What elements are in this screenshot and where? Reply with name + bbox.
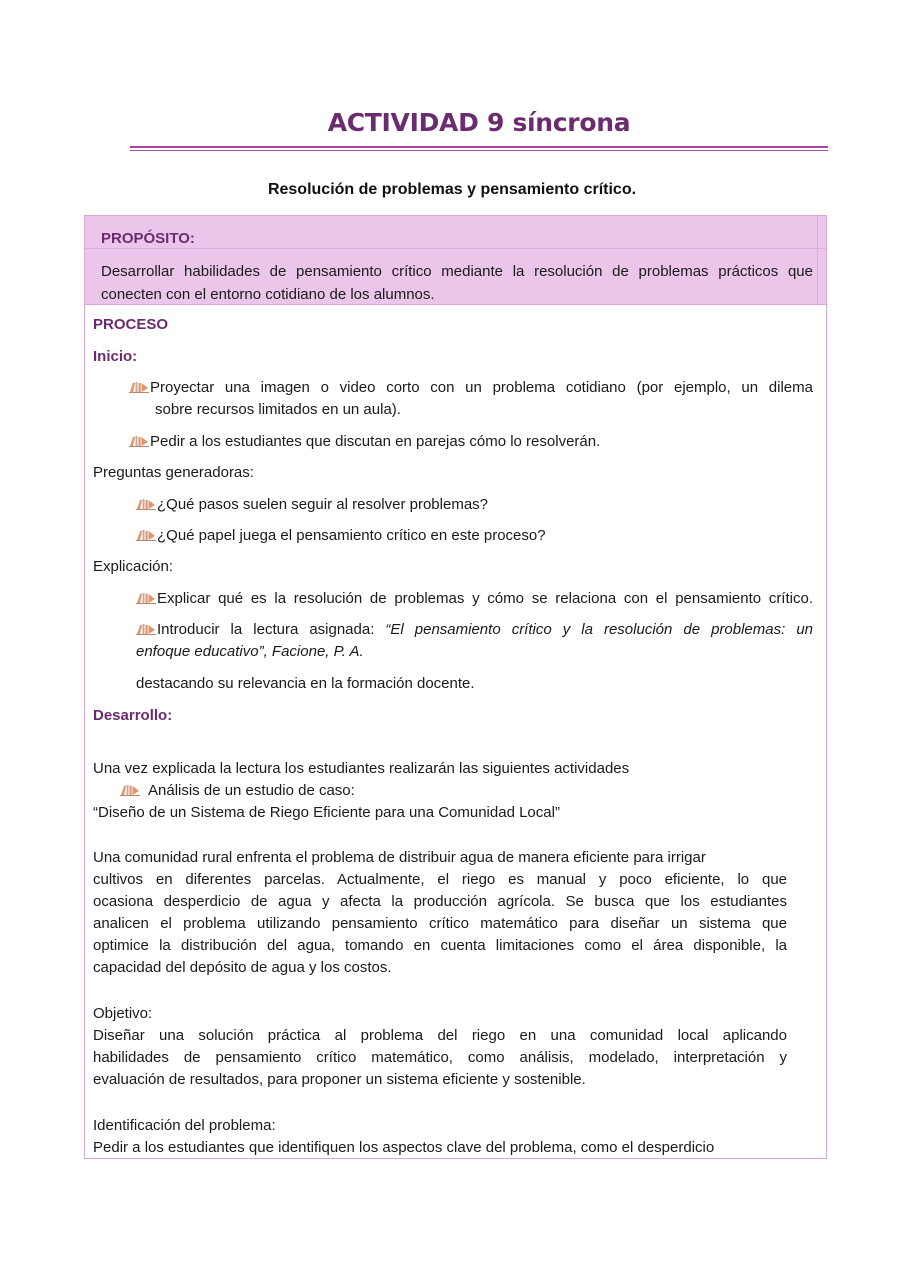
desarrollo-intro: Una vez explicada la lectura los estudiantes realizarán las siguientes actividades (93, 760, 630, 777)
books-bullet-icon (129, 435, 149, 447)
explicacion-heading: Explicación: (93, 558, 174, 575)
list-item: Explicar qué es la resolución de problemas y cómo se relaciona con el pensamiento crítico. (136, 588, 813, 610)
list-item-continued: sobre recursos limitados en un aula). (155, 401, 401, 418)
list-item: ¿Qué pasos suelen seguir al resolver problemas? (136, 494, 488, 516)
list-item: Introducir la lectura asignada: “El pensamiento crítico y la resolución de problemas: un (136, 619, 813, 641)
books-bullet-icon (136, 592, 156, 604)
title-rule (130, 146, 828, 148)
identificacion-heading: Identificación del problema: (93, 1117, 276, 1134)
list-item: Análisis de un estudio de caso: (120, 780, 355, 802)
reading-citation: enfoque educativo”, Facione, P. A. (136, 643, 364, 660)
page-title: ACTIVIDAD 9 síncrona (327, 108, 631, 137)
books-bullet-icon (129, 381, 149, 393)
explicacion-trailing: destacando su relevancia en la formación docente. (136, 675, 475, 692)
books-bullet-icon (120, 784, 140, 796)
books-bullet-icon (136, 498, 156, 510)
page-subtitle: Resolución de problemas y pensamiento crítico. (267, 181, 637, 198)
purpose-label: PROPÓSITO: (101, 230, 195, 247)
process-heading: PROCESO (93, 316, 169, 333)
list-item: ¿Qué papel juega el pensamiento crítico en este proceso? (136, 525, 546, 547)
identificacion-text: Pedir a los estudiantes que identifiquen los aspectos clave del problema, como el desperdicio (93, 1139, 715, 1156)
books-bullet-icon (136, 623, 156, 635)
preguntas-heading: Preguntas generadoras: (93, 464, 254, 481)
case-title: “Diseño de un Sistema de Riego Eficiente para una Comunidad Local” (93, 804, 560, 821)
title-rule-thin (130, 150, 828, 151)
inicio-heading: Inicio: (93, 348, 138, 365)
purpose-text: Desarrollar habilidades de pensamiento crítico mediante la resolución de problemas prácticos que conecten con el entorno cotidiano de los alumnos. (101, 263, 813, 303)
books-bullet-icon (136, 529, 156, 541)
objetivo-heading: Objetivo: (93, 1005, 153, 1022)
purpose-section (85, 216, 826, 305)
list-item: Proyectar una imagen o video corto con un problema cotidiano (por ejemplo, un dilema (129, 377, 813, 399)
activity-box: PROPÓSITO: Desarrollar habilidades de pensamiento crítico mediante la resolución de problemas prácticos que conecten con el entorno cotidiano de los alumnos. PROCESO Inicio: Proyectar una imagen o video corto con un problema cotidiano (por ejemplo, un dilema sobre recursos limitados en un aula). Pedir a los estudiantes que discutan en parejas cómo lo resolverán. Preguntas generadoras: ¿Qué pasos suelen seguir al resolver problemas? ¿Qué papel juega el pensamiento crítico en este proceso? Explicación: Explicar qué es la resolución de problemas y cómo se relaciona con el pensamiento crítico. Introducir la lectura asignada: “El pensamiento crítico y la resolución de problemas: un enfoque educativo”, Facione, P. A. destacando su relevancia en la formación docente. Desarrollo: Una vez explicada la lectura los estudiantes realizarán las siguientes actividades Análisis de un estudio de caso: “Diseño de un Sistema de Riego Eficiente para una Comunidad Local” Una comunidad rural enfrenta el problema de distribuir agua de manera eficiente para irrigar cultivos en diferentes parcelas. Actualmente, el riego es manual y poco eficiente, lo que ocasiona desperdicio de agua y afecta la producción agrícola. Se busca que los estudiantes analicen el problema utilizando pensamiento crítico matemático para diseñar un sistema que optimice la distribución del agua, tomando en cuenta limitaciones como el área disponible, la capacidad del depósito de agua y los costos. Objetivo: Diseñar una solución práctica al problema del riego en una comunidad local aplicando habilidades de pensamiento crítico matemático, como análisis, modelado, interpretación y evaluación de resultados, para proponer un sistema eficiente y sostenible. Identificación del problema: Pedir a los estudiantes que identifiquen los aspectos clave del problema, como el desperdicio (84, 215, 827, 1159)
desarrollo-heading: Desarrollo: (93, 707, 173, 724)
list-item: Pedir a los estudiantes que discutan en parejas cómo lo resolverán. (129, 431, 600, 453)
